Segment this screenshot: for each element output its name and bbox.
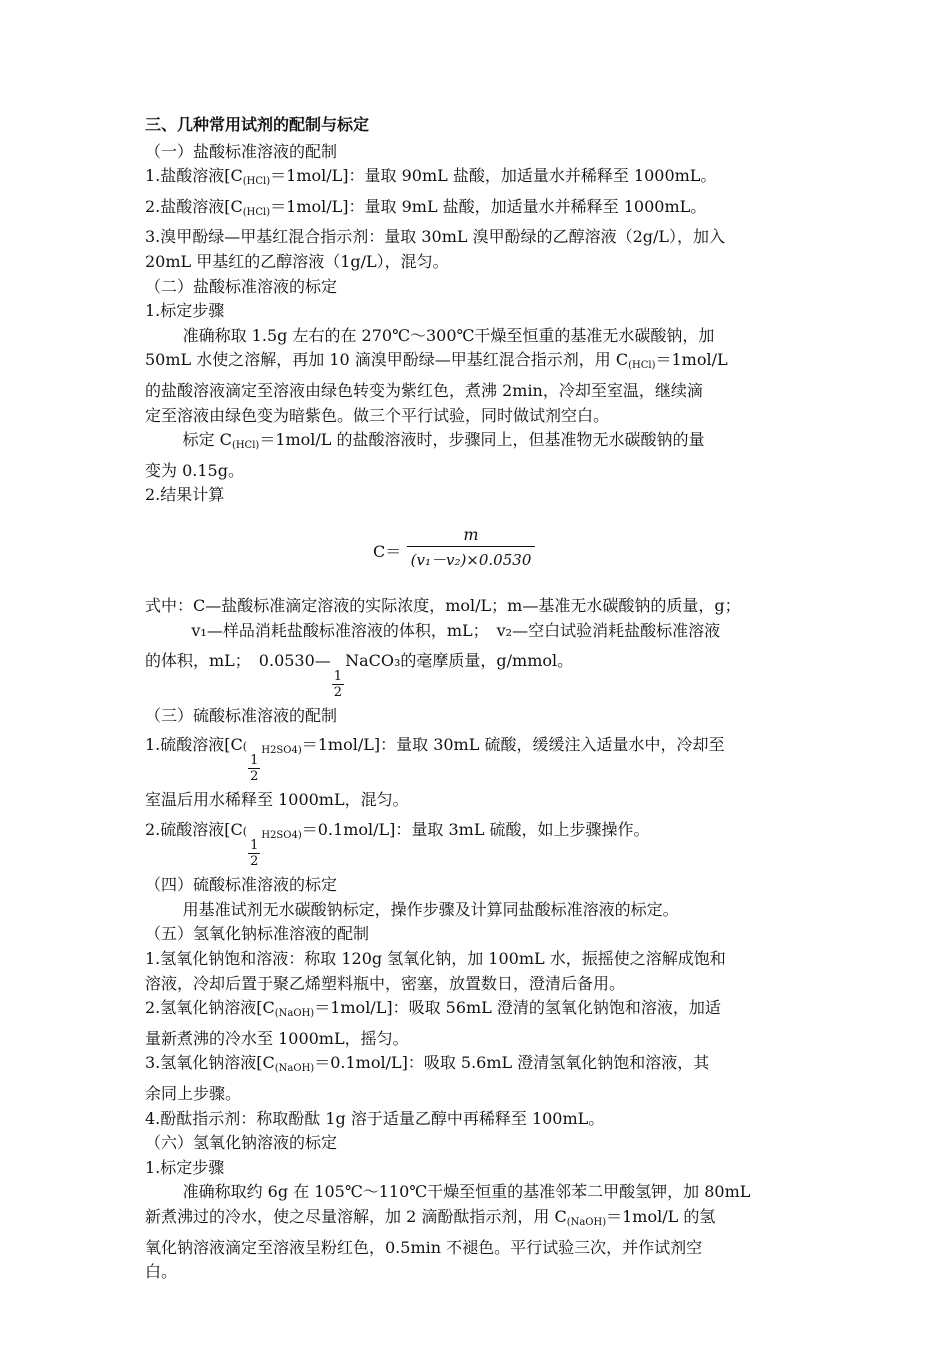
s6-para-line-3: 氧化钠溶液滴定至溶液呈粉红色，0.5min 不褪色。平行试验三次，并作试剂空: [145, 1237, 703, 1257]
s2-para-2-line-1: 标定 $C_{(HCl)}=1mol/L$ 的盐酸溶液时，步骤同上，但基准物无水碳酸钠的量: [182, 430, 705, 452]
subsection-1-heading: （一）盐酸标准溶液的配制: [145, 141, 338, 161]
s2-para-1-line-3: 的盐酸溶液滴定至溶液由绿色转变为紫红色，煮沸 2min，冷却至室温，继续滴: [145, 380, 703, 400]
formula-denominator: (v₁－v₂)×0.0530: [410, 550, 532, 569]
formula-lhs: C＝: [373, 541, 402, 561]
subsection-3-heading: （三）硫酸标准溶液的配制: [145, 706, 338, 726]
section-title: 三、几种常用试剂的配制与标定: [145, 115, 370, 134]
subsection-4-heading: （四）硫酸标准溶液的标定: [145, 875, 338, 895]
s2-para-1-line-4: 定至溶液由绿色变为暗紫色。做三个平行试验，同时做试剂空白。: [145, 405, 610, 425]
s1-item-2: 2.盐酸溶液$[C_{(HCl)}=1mol/L]$：量取 9mL 盐酸，加适量水并稀释至 1000mL。: [145, 196, 707, 218]
subsection-2-heading: （二）盐酸标准溶液的标定: [145, 276, 338, 296]
s4-para: 用基准试剂无水碳酸钠标定，操作步骤及计算同盐酸标准溶液的标定。: [182, 899, 679, 919]
s2-result-title: 2.结果计算: [145, 485, 225, 505]
s5-item-1: 1.氢氧化钠饱和溶液：称取 120g 氢氧化钠，加 100mL 水，振摇使之溶解成饱和: [145, 949, 726, 969]
s5-item-2-cont: 量新煮沸的冷水至 1000mL，摇匀。: [145, 1028, 409, 1048]
half-fraction: $\frac{1}{2}$: [250, 838, 259, 870]
s5-item-3-cont: 余同上步骤。: [145, 1084, 242, 1104]
s3-item-1-cont: 室温后用水稀释至 1000mL，混匀。: [145, 789, 409, 809]
s6-para-line-1: 准确称取约 6g 在 105℃～110℃干燥至恒重的基准邻苯二甲酸氢钾，加 80mL: [182, 1182, 751, 1202]
s2-para-2-line-2: 变为 0.15g。: [145, 460, 244, 480]
s2-step-title: 1.标定步骤: [145, 301, 225, 321]
s2-definitions-2: v₁—样品消耗盐酸标准溶液的体积，mL； v₂—空白试验消耗盐酸标准溶液: [191, 620, 721, 640]
s2-para-1-line-2: 50mL 水使之溶解，再加 10 滴溴甲酚绿—甲基红混合指示剂，用 $C_{(HCl)}=1mol/L$: [145, 350, 728, 372]
s5-item-4: 4.酚酞指示剂：称取酚酞 1g 溶于适量乙醇中再稀释至 100mL。: [145, 1108, 605, 1128]
half-fraction: $\frac{1}{2}$: [333, 669, 343, 701]
s1-item-3: 3.溴甲酚绿—甲基红混合指示剂：量取 30mL 溴甲酚绿的乙醇溶液（2g/L），加入: [145, 227, 726, 247]
s2-definitions-3: 的体积，mL； 0.0530— $\frac{1}{2}$ NaCO₃的毫摩质量，g/mmol。: [145, 651, 574, 701]
half-fraction: $\frac{1}{2}$: [250, 752, 259, 784]
s1-item-3-cont: 20mL 甲基红的乙醇溶液（1g/L），混匀。: [145, 251, 449, 271]
s3-item-1: 1.硫酸溶液[C( $\frac{1}{2}$ $_{H2SO4)}$＝1mol/L]：量取 30mL 硫酸，缓缓注入适量水中，冷却至: [145, 734, 725, 784]
s6-para-line-2: 新煮沸过的冷水，使之尽量溶解，加 2 滴酚酞指示剂，用 $C_{(NaOH)}=1mol/L$ 的氢: [145, 1207, 716, 1228]
document-body: [145, 113, 815, 1285]
s2-definitions-1: 式中：C—盐酸标准滴定溶液的实际浓度，mol/L；m—基准无水碳酸钠的质量，g；: [145, 595, 741, 615]
s5-item-1-cont: 溶液，冷却后置于聚乙烯塑料瓶中，密塞，放置数日，澄清后备用。: [145, 973, 626, 993]
s6-para-line-4: 白。: [145, 1262, 178, 1282]
s2-para-1-line-1: 准确称取 1.5g 左右的在 270℃～300℃干燥至恒重的基准无水碳酸钠，加: [182, 325, 715, 345]
subsection-6-heading: （六）氢氧化钠溶液的标定: [145, 1133, 338, 1153]
s6-step-title: 1.标定步骤: [145, 1157, 225, 1177]
subsection-5-heading: （五）氢氧化钠标准溶液的配制: [145, 924, 370, 944]
formula-numerator: m: [407, 524, 535, 547]
s3-item-2: 2.硫酸溶液[C( $\frac{1}{2}$ $_{H2SO4)}$＝0.1mol/L]：量取 3mL 硫酸，如上步骤操作。: [145, 820, 650, 870]
s5-item-2: 2.氢氧化钠溶液$[C_{(NaOH)}=1mol/L]$：吸取 56mL 澄清的氢氧化钠饱和溶液，加适: [145, 998, 721, 1020]
concentration-formula: [145, 518, 815, 588]
formula-fraction: [407, 524, 535, 573]
s5-item-3: 3.氢氧化钠溶液$[C_{(NaOH)}=0.1mol/L]$：吸取 5.6mL 澄清氢氧化钠饱和溶液，其: [145, 1053, 710, 1075]
s1-item-1: 1.盐酸溶液$[C_{(HCl)}=1mol/L]$：量取 90mL 盐酸，加适量水并稀释至 1000mL。: [145, 166, 717, 188]
